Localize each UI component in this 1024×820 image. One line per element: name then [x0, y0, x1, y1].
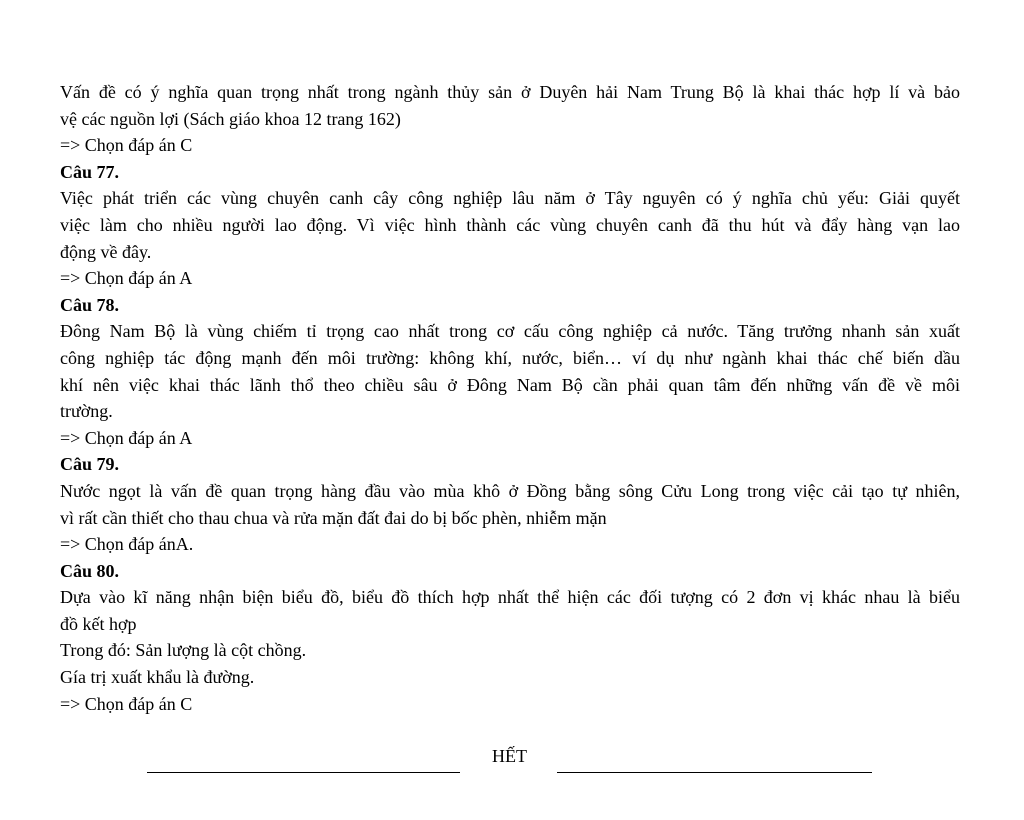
text-line: Gía trị xuất khẩu là đường. [60, 667, 255, 688]
end-rule-left [147, 772, 460, 773]
text-line: khí nên việc khai thác lãnh thổ theo chiều sâu ở Đông Nam Bộ cần phải quan tâm đến những vấn đề về môi [60, 374, 960, 395]
answer-line: => Chọn đáp án A [60, 268, 193, 289]
question-heading: Câu 77. [60, 161, 120, 182]
end-rule-right [557, 772, 872, 773]
section-q80 [60, 558, 960, 718]
text-line: trường. [60, 401, 113, 422]
section-intro [60, 79, 960, 159]
text-line: Vấn đề có ý nghĩa quan trọng nhất trong ngành thủy sản ở Duyên hải Nam Trung Bộ là khai thác hợp lí và bảo [60, 82, 960, 102]
text-line: vì rất cần thiết cho thau chua và rửa mặn đất đai do bị bốc phèn, nhiễm mặn [60, 507, 607, 528]
answer-line: => Chọn đáp án C [60, 135, 193, 156]
section-q79 [60, 451, 960, 557]
answer-line: => Chọn đáp án C [60, 693, 193, 714]
question-heading: Câu 78. [60, 294, 120, 315]
question-heading: Câu 79. [60, 454, 120, 475]
text-line: động về đây. [60, 241, 152, 262]
section-q78 [60, 292, 960, 452]
text-line: vệ các nguồn lợi (Sách giáo khoa 12 trang 162) [60, 108, 401, 129]
question-heading: Câu 80. [60, 560, 120, 581]
text-line: việc làm cho nhiều người lao động. Vì việc hình thành các vùng chuyên canh đã thu hút và đẩy hàng vạn lao [60, 214, 960, 235]
answer-line: => Chọn đáp án A [60, 427, 193, 448]
text-line: đồ kết hợp [60, 613, 137, 634]
section-q77 [60, 159, 960, 292]
text-line: Việc phát triển các vùng chuyên canh cây công nghiệp lâu năm ở Tây nguyên có ý nghĩa chủ yếu: Giải quyết [60, 188, 960, 209]
text-line: công nghiệp tác động mạnh đến môi trường: không khí, nước, biển… ví dụ như ngành khai thác chế biến dầu [60, 347, 960, 368]
answer-line: => Chọn đáp ánA. [60, 534, 194, 555]
text-line: Nước ngọt là vấn đề quan trọng hàng đầu vào mùa khô ở Đồng bằng sông Cửu Long trong việc cải tạo tự nhiên, [60, 480, 960, 501]
text-line: Đông Nam Bộ là vùng chiếm tỉ trọng cao nhất trong cơ cấu công nghiệp cả nước. Tăng trưởng nhanh sản xuất [60, 321, 960, 342]
end-marker [0, 745, 1024, 785]
document-body [60, 79, 960, 717]
text-line: Dựa vào kĩ năng nhận biện biểu đồ, biểu đồ thích hợp nhất thể hiện các đối tượng có 2 đơn vị khác nhau là biểu [60, 587, 960, 608]
text-line: Trong đó: Sản lượng là cột chồng. [60, 640, 307, 661]
end-label: HẾT [492, 746, 527, 766]
